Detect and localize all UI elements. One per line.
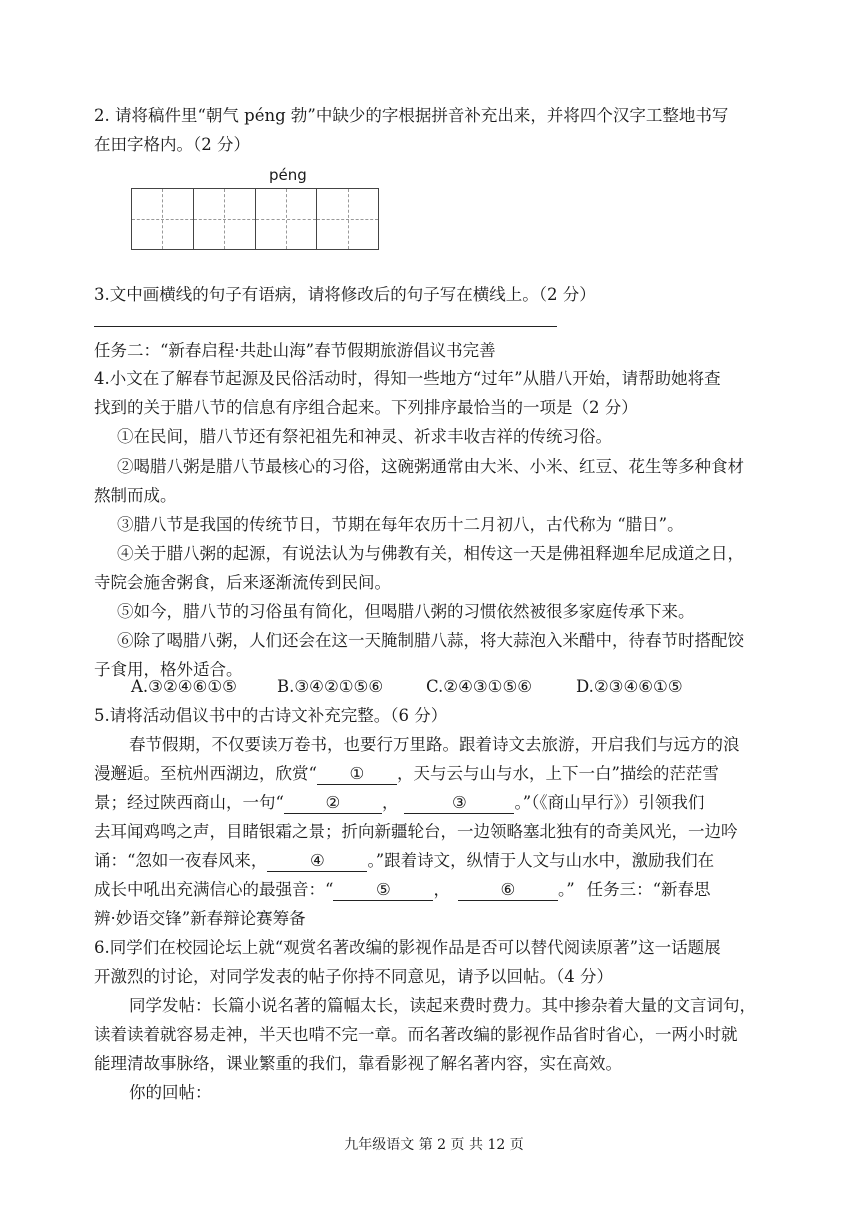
q5-line3 <box>94 791 704 815</box>
tianzige-cell[interactable] <box>317 189 378 249</box>
q5-line6-b: ， <box>433 880 450 899</box>
q4-sentence-6b: 子食用，格外适合。 <box>94 660 243 679</box>
tianzige-cell[interactable] <box>256 189 318 249</box>
poem-blank-1[interactable]: ① <box>317 764 397 785</box>
q5-line3-c: 。”（《商山早行》）引领我们 <box>514 793 705 812</box>
q4-option-c[interactable]: C.②④③①⑤⑥ <box>426 677 533 696</box>
q4-line1: 4.小文在了解春节起源及民俗活动时，得知一些地方“过年”从腊八开始，请帮助她将查 <box>94 369 721 388</box>
q5-line3-b: ， <box>381 793 399 812</box>
q5-line6 <box>94 878 711 902</box>
q5-line2-b: ，天与云与山与水，上下一白”描绘的茫茫雪 <box>396 764 719 783</box>
q5-line5-a: 诵：“忽如一夜春风来， <box>94 851 268 870</box>
q2-line2: 在田字格内。（2 分） <box>94 135 250 154</box>
q4-sentence-1: ①在民间，腊八节还有祭祀祖先和神灵、祈求丰收吉祥的传统习俗。 <box>117 427 612 446</box>
q4-sentence-4a: ④关于腊八粥的起源，有说法认为与佛教有关，相传这一天是佛祖释迦牟尼成道之日， <box>117 544 744 563</box>
q3-text: 3.文中画横线的句子有语病，请将修改后的句子写在横线上。（2 分） <box>94 285 596 304</box>
pinyin-label: péng <box>269 166 307 184</box>
poem-blank-2[interactable]: ② <box>284 793 382 814</box>
q4-option-d[interactable]: D.②③④⑥①⑤ <box>576 677 683 696</box>
q5-line2-a: 漫邂逅。至杭州西湖边，欣赏“ <box>94 764 317 783</box>
task3-title-end: 辨·妙语交锋”新春辩论赛筹备 <box>94 909 306 928</box>
q2-line1: 2. 请将稿件里“朝气 péng 勃”中缺少的字根据拼音补充出来，并将四个汉字工整地书写 <box>94 106 729 125</box>
task2-title: 任务二：“新春启程·共赴山海”春节假期旅游倡议书完善 <box>94 341 496 360</box>
poem-blank-5[interactable]: ⑤ <box>333 880 433 901</box>
q6-post-1: 同学发帖：长篇小说名著的篇幅太长，读起来费时费力。其中掺杂着大量的文言词句， <box>129 996 756 1015</box>
q4-sentence-5: ⑤如今，腊八节的习俗虽有简化，但喝腊八粥的习惯依然被很多家庭传承下来。 <box>117 602 695 621</box>
q5-line3-a: 景；经过陕西商山，一句“ <box>94 793 284 812</box>
q4-option-a[interactable]: A.③②④⑥①⑤ <box>131 677 237 696</box>
q4-line2: 找到的关于腊八节的信息有序组合起来。下列排序最恰当的一项是（2 分） <box>94 398 638 417</box>
q6-reply-label: 你的回帖： <box>129 1083 212 1102</box>
q4-sentence-2a: ②喝腊八粥是腊八节最核心的习俗，这碗粥通常由大米、小米、红豆、花生等多种食材 <box>117 457 744 476</box>
poem-blank-6[interactable]: ⑥ <box>458 880 558 901</box>
tianzige-cell[interactable] <box>194 189 256 249</box>
q5-line6-a: 成长中吼出充满信心的最强音：“ <box>94 880 334 899</box>
q6-post-3: 能理清故事脉络，课业繁重的我们，靠看影视了解名著内容，实在高效。 <box>94 1054 622 1073</box>
q5-line5-b: 。”跟着诗文，纵情于人文与山水中，激励我们在 <box>367 851 715 870</box>
q6-line1: 6.同学们在校园论坛上就“观赏名著改编的影视作品是否可以替代阅读原著”这一话题展 <box>94 938 721 957</box>
q4-option-b[interactable]: B.③④②①⑤⑥ <box>277 677 384 696</box>
q4-sentence-2b: 熬制而成。 <box>94 486 177 505</box>
q5-line4: 去耳闻鸡鸣之声，目睹银霜之景；折向新疆轮台，一边领略塞北独有的奇美风光，一边吟 <box>94 822 738 841</box>
q3-answer-line[interactable] <box>94 326 557 327</box>
tianzige-cell[interactable] <box>132 189 194 249</box>
q4-sentence-4b: 寺院会施舍粥食，后来逐渐流传到民间。 <box>94 573 391 592</box>
poem-blank-3[interactable]: ③ <box>404 793 514 814</box>
q5-title: 5.请将活动倡议书中的古诗文补充完整。（6 分） <box>94 706 448 725</box>
q4-sentence-3: ③腊八节是我国的传统节日，节期在每年农历十二月初八，古代称为 “腊日”。 <box>117 515 684 534</box>
q4-sentence-6a: ⑥除了喝腊八粥，人们还会在这一天腌制腊八蒜，将大蒜泡入米醋中，待春节时搭配饺 <box>117 631 744 650</box>
q6-post-2: 读着读着就容易走神，半天也啃不完一章。而名著改编的影视作品省时省心，一两小时就 <box>94 1025 738 1044</box>
q5-line1: 春节假期，不仅要读万卷书，也要行万里路。跟着诗文去旅游，开启我们与远方的浪 <box>129 735 740 754</box>
page-footer: 九年级语文 第 2 页 共 12 页 <box>344 1137 524 1153</box>
tianzige-grid[interactable] <box>131 188 379 250</box>
q5-line5 <box>94 849 714 873</box>
task3-title-start: 任务三：“新春思 <box>586 880 711 899</box>
q6-line2: 开激烈的讨论，对同学发表的帖子你持不同意见，请予以回帖。（4 分） <box>94 967 613 986</box>
q5-line6-c: 。” <box>557 880 575 899</box>
q5-line2 <box>94 762 719 786</box>
poem-blank-4[interactable]: ④ <box>267 851 367 872</box>
